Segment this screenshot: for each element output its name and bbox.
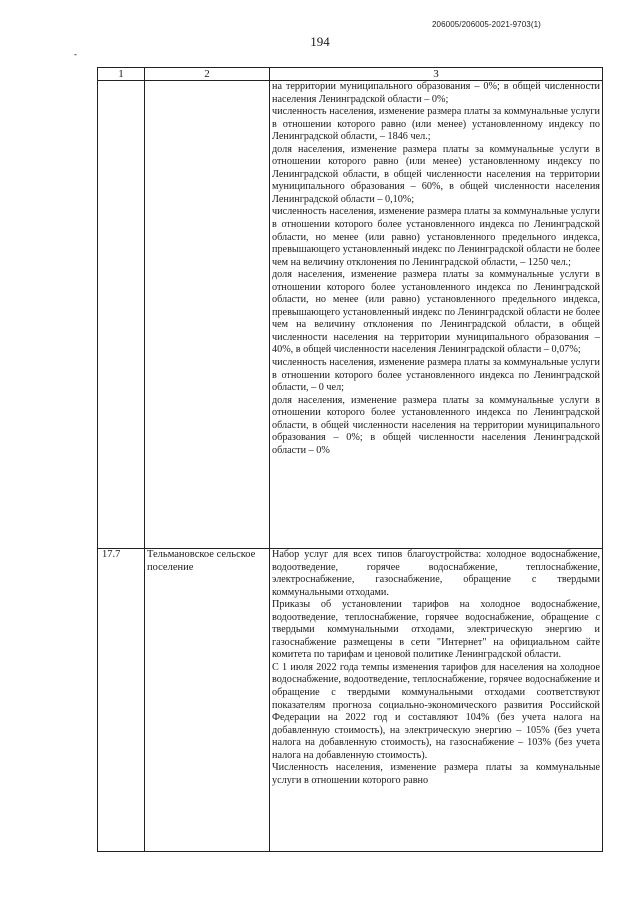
paragraph: доля населения, изменение размера платы за коммунальные услуги в отношении которого равно (или менее) установленному индексу по Ленинградской области, в общей численности населения на территории муниципального образования – 60%, в общей численности населения Ленинградской области – 0,10%; bbox=[272, 143, 600, 205]
column-header-1: 1 bbox=[98, 68, 145, 81]
table-header-row bbox=[98, 68, 603, 81]
paragraph: Набор услуг для всех типов благоустройства: холодное водоснабжение, водоотведение, горячее водоснабжение, теплоснабжение, электроснабжение, газоснабжение, обращение с твердыми коммунальными отходами. bbox=[272, 549, 600, 598]
column-header-2: 2 bbox=[145, 68, 270, 81]
table-row-17-7 bbox=[98, 549, 603, 852]
paragraph: численность населения, изменение размера платы за коммунальные услуги в отношении которого равно (или менее) установленному индексу по Ленинградской области, – 1846 чел.; bbox=[272, 106, 600, 143]
paragraph: доля населения, изменение размера платы за коммунальные услуги в отношении которого более установленного индекса по Ленинградской области, в общей численности населения на территории муниципального образования – 0%; в общей численности населения Ленинградской области – 0% bbox=[272, 394, 600, 456]
paragraph: численность населения, изменение размера платы за коммунальные услуги в отношении которого более установленного индекса по Ленинградской области, но менее (или равно) установленного предельного индекса, превышающего установленный индекс по Ленинградской области не более чем на величину отклонения по Ленинградской области, – 1250 чел.; bbox=[272, 206, 600, 268]
paragraph: Численность населения, изменение размера платы за коммунальные услуги в отношении которого равно bbox=[272, 762, 600, 786]
document-id: 206005/206005-2021-9703(1) bbox=[432, 20, 541, 29]
column-header-3: 3 bbox=[270, 68, 603, 81]
paragraph: численность населения, изменение размера платы за коммунальные услуги в отношении которого более установленного индекса по Ленинградской области, – 0 чел; bbox=[272, 357, 600, 394]
paragraph: Приказы об установлении тарифов на холодное водоснабжение, водоотведение, теплоснабжение, горячее водоснабжение, обращение с твердыми коммунальными отходами, электрическую энергию и газоснабжение размещены в сети "Интернет" на официальном сайте комитета по тарифам и ценовой политике Ленинградской области. bbox=[272, 599, 600, 661]
row-name-cell bbox=[145, 81, 270, 549]
row-content-cell bbox=[270, 549, 603, 852]
margin-mark: - bbox=[74, 49, 77, 59]
row-content-cell bbox=[270, 81, 603, 549]
row-number-cell: 17.7 bbox=[98, 549, 145, 852]
paragraph: С 1 июля 2022 года темпы изменения тарифов для населения на холодное водоснабжение, водоотведение, теплоснабжение, горячее водоснабжение и обращение с твердыми коммунальными отходами соответствуют показателям прогноза социально-экономического развития Российской Федерации на 2022 год и составляют 104% (без учета налога на добавленную стоимость), на электрическую энергию – 105% (без учета налога на добавленную стоимость), на газоснабжение – 103% (без учета налога на добавленную стоимость). bbox=[272, 661, 600, 761]
tariff-table bbox=[97, 67, 603, 852]
row-number-cell bbox=[98, 81, 145, 549]
paragraph: доля населения, изменение размера платы за коммунальные услуги в отношении которого более установленного индекса по Ленинградской области, но менее (или равно) установленного предельного индекса, превышающего установленный индекс по Ленинградской области не более чем на величину отклонения по Ленинградской области, в общей численности населения на территории муниципального образования – 40%, в общей численности населения Ленинградской области – 0,07%; bbox=[272, 269, 600, 356]
table-row-continuation bbox=[98, 81, 603, 549]
page-number: 194 bbox=[310, 34, 330, 49]
settlement-name-cell: Тельмановское сельское поселение bbox=[145, 549, 270, 852]
paragraph: на территории муниципального образования – 0%; в общей численности населения Ленинградской области – 0%; bbox=[272, 81, 600, 105]
